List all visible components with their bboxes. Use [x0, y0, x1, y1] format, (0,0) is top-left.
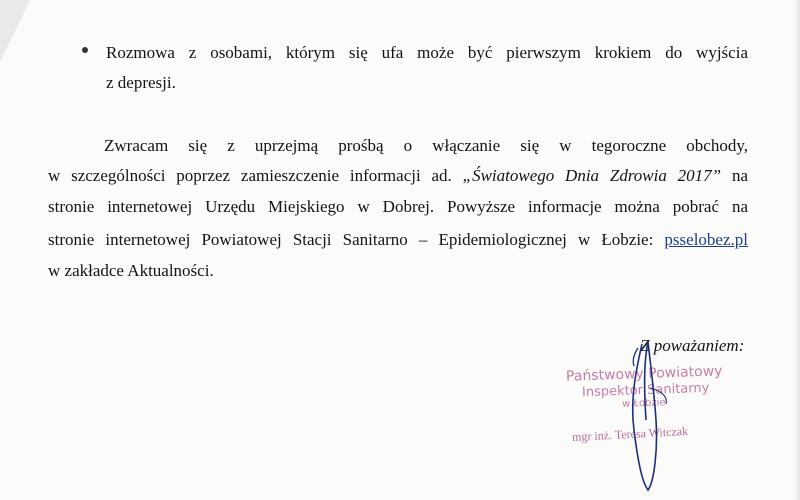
paragraph-line-2-text: w szczególności poprzez zamieszczenie informacji ad. [48, 166, 463, 185]
stamp-line-2: Inspektor Sanitarny [581, 380, 710, 401]
stamp-line-3: w Łobzie [621, 397, 666, 410]
bullet-line-2: z depresji. [106, 73, 176, 92]
paragraph-line-2 [48, 165, 748, 187]
stamp-signatory-name: mgr inż. Teresa Witczak [571, 423, 689, 445]
bullet-text [106, 38, 748, 98]
paragraph-line-2-end: na [721, 166, 748, 185]
closing-salutation: Z poważaniem: [640, 336, 745, 355]
paragraph-line-3: stronie internetowej Urzędu Miejskiego w Dobrej. Powyższe informacje można pobrać na [48, 197, 748, 216]
event-name: „Światowego Dnia Zdrowia 2017” [462, 166, 722, 185]
paragraph-line-1: Zwracam się z uprzejmą prośbą o włączanie się w tegoroczne obchody, [104, 136, 748, 155]
bullet-dot-icon [82, 47, 88, 53]
bullet-line-1: Rozmowa z osobami, którym się ufa może być pierwszym krokiem do wyjścia [106, 43, 748, 62]
paragraph-line-4-text: stronie internetowej Powiatowej Stacji Sanitarno – Epidemiologicznej w Łobzie: [48, 230, 665, 249]
folded-corner [0, 0, 30, 62]
handwritten-signature [590, 330, 710, 500]
paragraph-line-5: w zakładce Aktualności. [48, 261, 214, 280]
stamp-line-1: Państwowy Powiatowy [565, 363, 723, 385]
page-edge-shadow [794, 0, 800, 500]
psselobez-link[interactable]: psselobez.pl [664, 230, 748, 249]
paragraph-line-4 [48, 229, 748, 251]
